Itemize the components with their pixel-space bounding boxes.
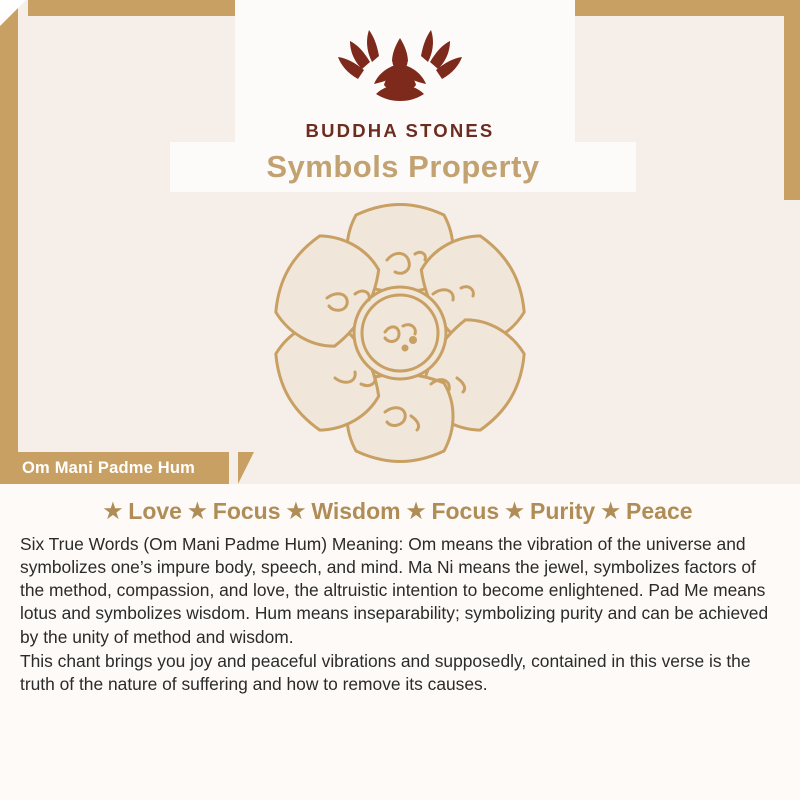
lotus-meditation-figure-icon	[300, 18, 500, 118]
top-right-gold-bar	[550, 0, 800, 16]
brand-logo	[0, 18, 800, 142]
keyword-love: Love	[128, 498, 182, 524]
star-icon: ★	[505, 500, 524, 523]
brand-name: BUDDHA STONES	[305, 120, 495, 141]
star-icon: ★	[187, 500, 207, 523]
om-mani-padme-hum-lotus-mandala-icon	[235, 198, 565, 468]
keyword-wisdom: Wisdom	[311, 498, 401, 524]
description-panel	[0, 484, 800, 800]
paragraph-chant: This chant brings you joy and peaceful vibrations and supposedly, contained in this verse is the truth of the nature of suffering and how to remove its causes.	[20, 650, 751, 694]
mandala-figure	[0, 198, 800, 468]
star-icon: ★	[286, 500, 306, 523]
tag-label: Om Mani Padme Hum	[22, 458, 196, 477]
tag-notch	[238, 452, 254, 484]
keyword-peace: Peace	[626, 498, 693, 524]
top-left-gold-bar	[0, 0, 250, 16]
keyword-purity: Purity	[530, 498, 596, 524]
paragraph-meaning: Six True Words (Om Mani Padme Hum) Meaning: Om means the vibration of the universe and symbolizes one’s impure body, speech, and mind. Ma Ni means the jewel, symbolizes factors of the method, compassion, and love, the altruistic intention to become enlightened. Pad Me means lotus and symbolizes wisdom. Hum means inseparability; symbolizing purity and can be achieved by the unity of method and wisdom.	[20, 534, 769, 647]
keyword-focus-1: Focus	[212, 498, 281, 524]
star-icon: ★	[103, 500, 123, 523]
star-icon: ★	[601, 500, 621, 523]
tag-om-mani-padme-hum	[0, 452, 229, 484]
description-text	[0, 525, 800, 696]
title-band	[170, 142, 636, 192]
page-title: Symbols Property	[266, 149, 540, 184]
keyword-row	[0, 484, 800, 525]
keyword-focus-2: Focus	[431, 498, 500, 524]
star-icon: ★	[406, 500, 426, 523]
